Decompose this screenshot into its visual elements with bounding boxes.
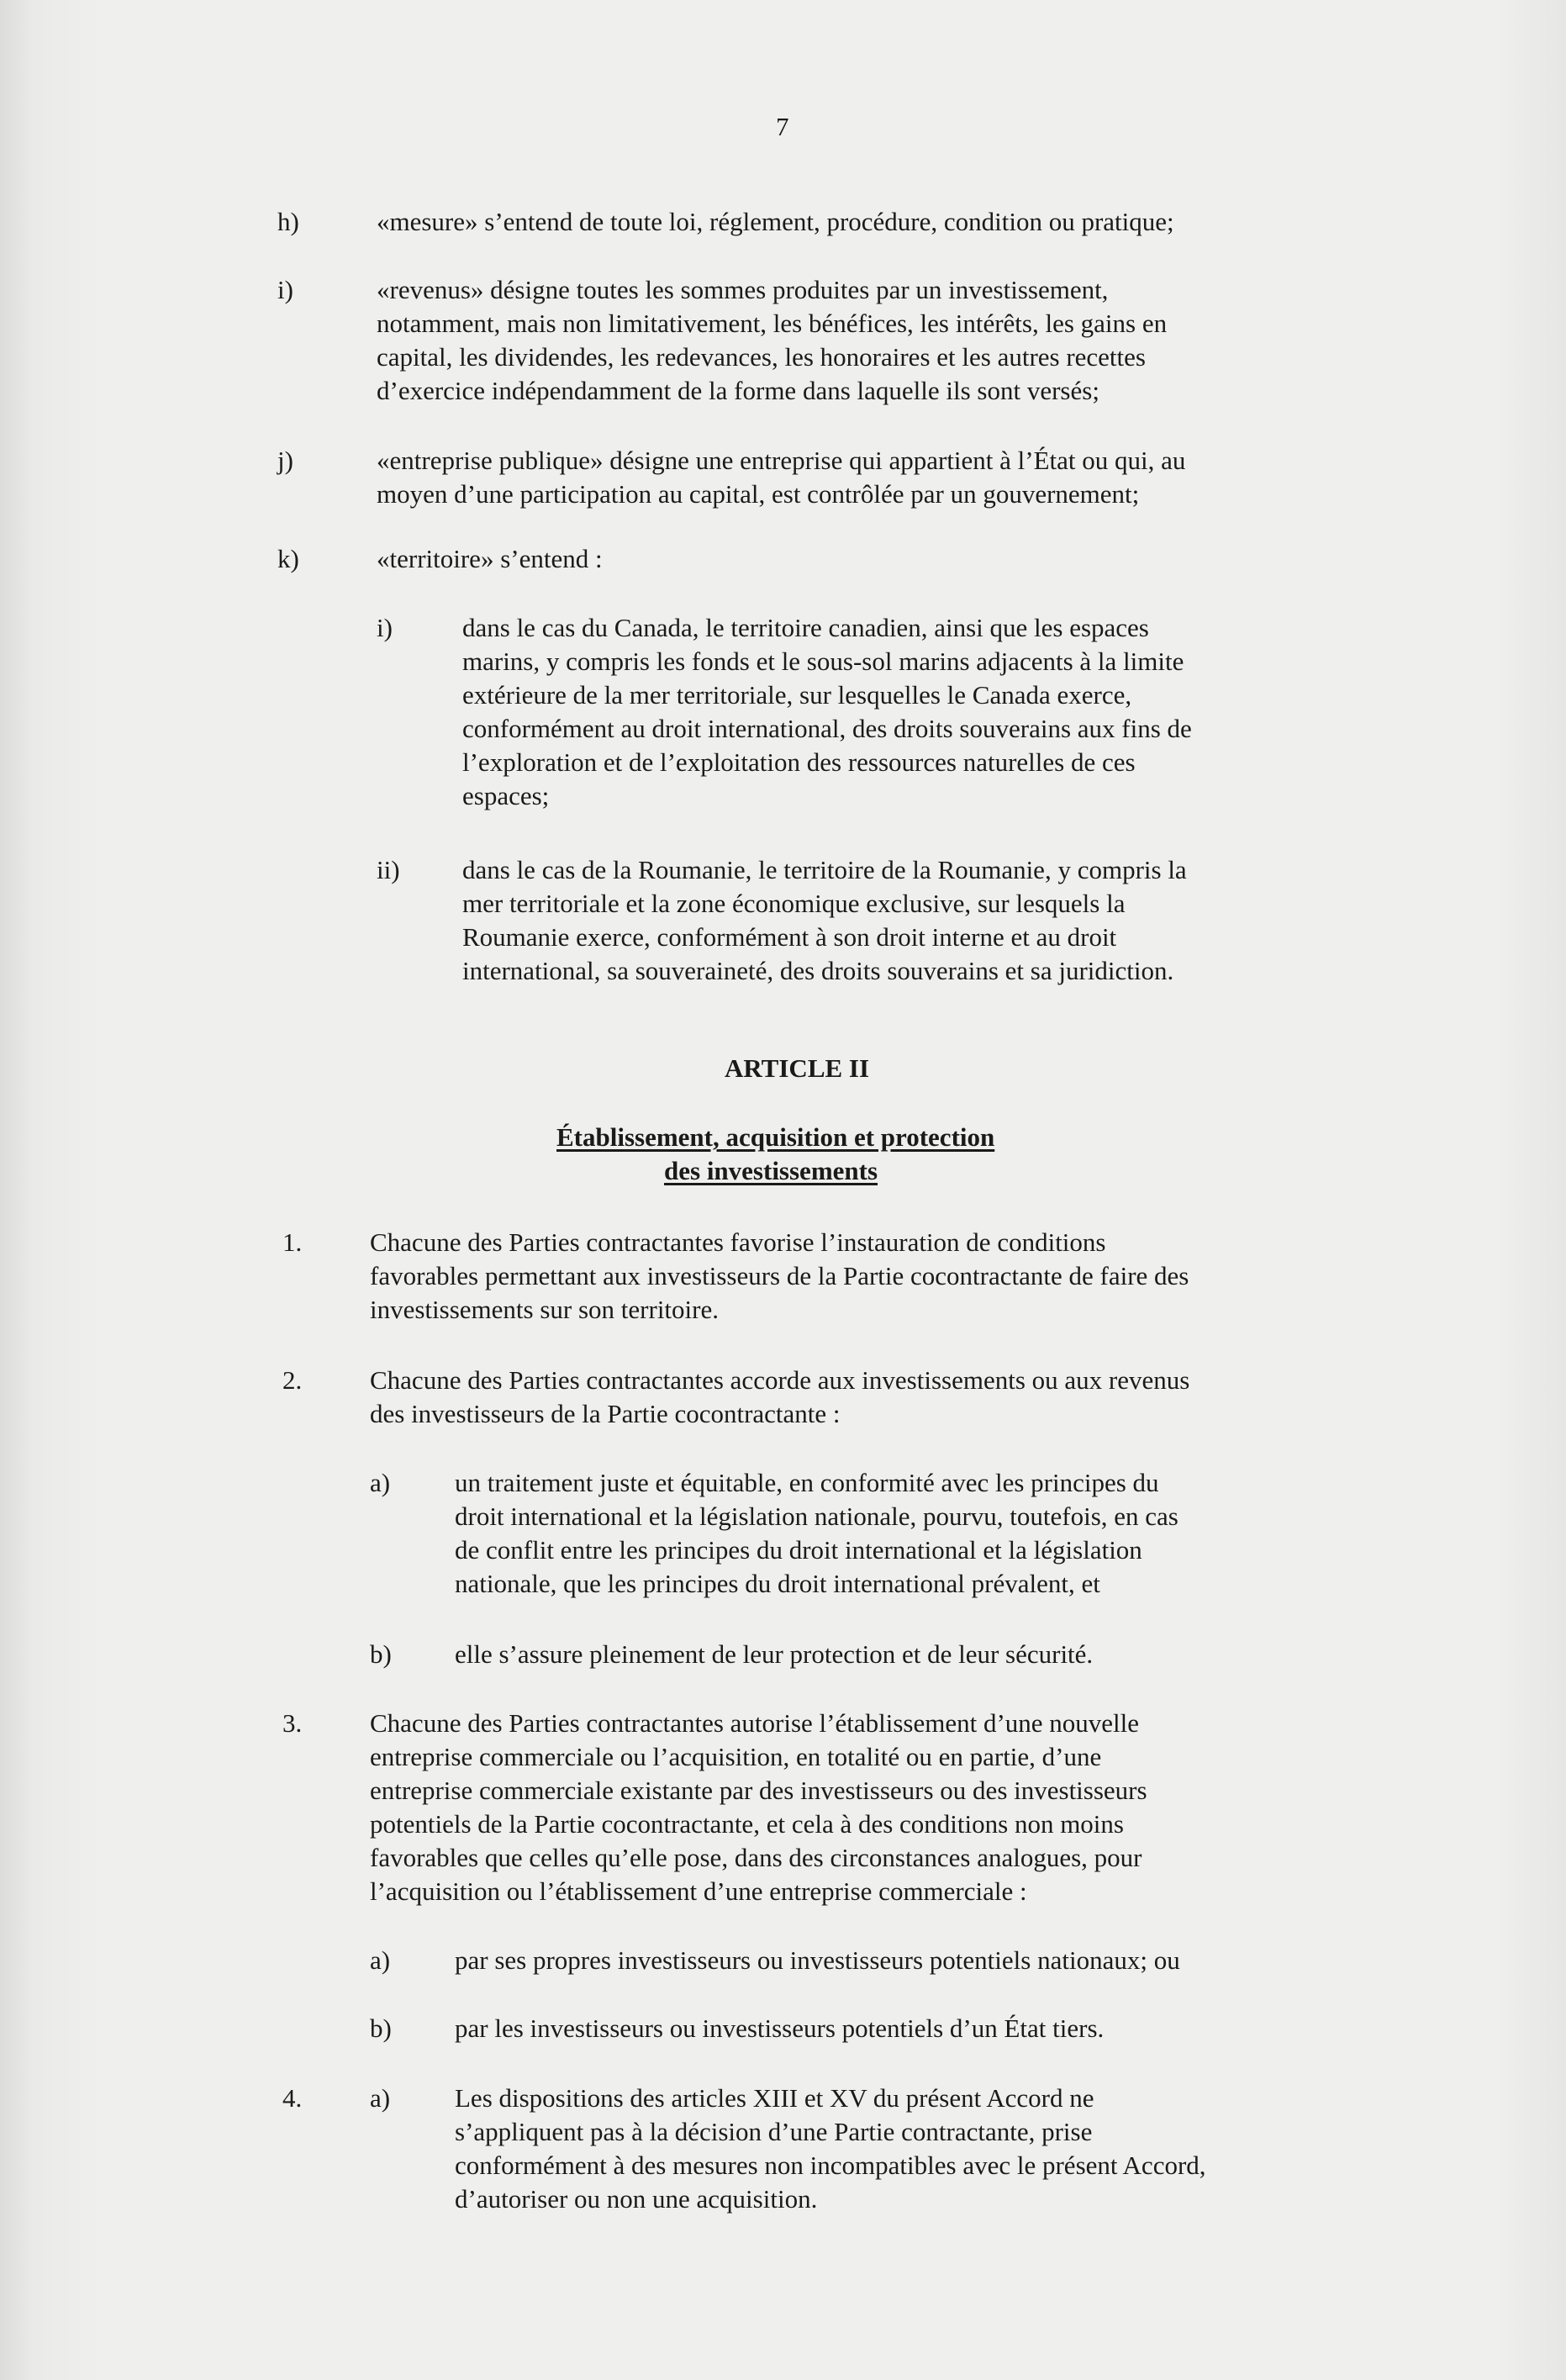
item-i-line-1: «revenus» désigne toutes les sommes produites par un investissement, (377, 275, 1109, 304)
para-4-a-line-3: conformément à des mesures non incompatibles avec le présent Accord, (455, 2150, 1206, 2180)
para-3-line-6: l’acquisition ou l’établissement d’une entreprise commerciale : (370, 1876, 1027, 1906)
para-2-a-line-3: de conflit entre les principes du droit international et la législation (455, 1535, 1142, 1565)
para-2-line-1: Chacune des Parties contractantes accorde aux investissements ou aux revenus (370, 1365, 1190, 1395)
subitem-k-ii-line-4: international, sa souveraineté, des droits souverains et sa juridiction. (462, 956, 1174, 985)
para-4-a-line-1: Les dispositions des articles XIII et XV du présent Accord ne (455, 2083, 1094, 2113)
item-i-line-4: d’exercice indépendamment de la forme dans laquelle ils sont versés; (377, 376, 1099, 405)
para-label-4: 4. (282, 2083, 303, 2113)
para-label-2: 2. (282, 1365, 303, 1395)
subitem-k-ii-line-1: dans le cas de la Roumanie, le territoire de la Roumanie, y compris la (462, 855, 1187, 884)
subitem-k-i-line-3: extérieure de la mer territoriale, sur lesquelles le Canada exerce, (462, 680, 1132, 710)
subitem-k-i-line-1: dans le cas du Canada, le territoire canadien, ainsi que les espaces (462, 613, 1149, 642)
article-subtitle-line-1: Établissement, acquisition et protection (556, 1122, 995, 1152)
para-3-line-2: entreprise commerciale ou l’acquisition, en totalité ou en partie, d’une (370, 1742, 1102, 1771)
para-1-line-1: Chacune des Parties contractantes favorise l’instauration de conditions (370, 1227, 1106, 1257)
para-3-b-line-1: par les investisseurs ou investisseurs potentiels d’un État tiers. (455, 2013, 1105, 2043)
item-i-line-3: capital, les dividendes, les redevances, les honoraires et les autres recettes (377, 342, 1146, 372)
para-3-line-1: Chacune des Parties contractantes autorise l’établissement d’une nouvelle (370, 1708, 1140, 1738)
para-3-label-a: a) (370, 1945, 391, 1975)
para-3-line-4: potentiels de la Partie cocontractante, et cela à des conditions non moins (370, 1809, 1124, 1839)
para-2-a-line-2: droit international et la législation nationale, pourvu, toutefois, en cas (455, 1501, 1178, 1531)
para-label-1: 1. (282, 1227, 303, 1257)
article-title: ARTICLE II (725, 1053, 870, 1083)
item-j-line-2: moyen d’une participation au capital, est contrôlée par un gouvernement; (377, 479, 1140, 509)
item-i-line-2: notamment, mais non limitativement, les bénéfices, les intérêts, les gains en (377, 309, 1168, 338)
para-1-line-2: favorables permettant aux investisseurs de la Partie cocontractante de faire des (370, 1261, 1189, 1290)
para-2-a-line-1: un traitement juste et équitable, en conformité avec les principes du (455, 1468, 1159, 1497)
article-subtitle-line-2: des investissements (664, 1156, 878, 1185)
subitem-k-ii-line-2: mer territoriale et la zone économique exclusive, sur lesquels la (462, 889, 1126, 918)
item-h-line-1: «mesure» s’entend de toute loi, réglement, procédure, condition ou pratique; (377, 207, 1174, 236)
para-3-line-5: favorables que celles qu’elle pose, dans des circonstances analogues, pour (370, 1843, 1142, 1872)
para-4-a-line-4: d’autoriser ou non une acquisition. (455, 2184, 818, 2214)
item-label-j: j) (277, 446, 293, 475)
para-2-a-line-4: nationale, que les principes du droit international prévalent, et (455, 1569, 1100, 1598)
para-label-3: 3. (282, 1708, 303, 1738)
para-4-a-line-2: s’appliquent pas à la décision d’une Partie contractante, prise (455, 2117, 1093, 2146)
para-2-b-line-1: elle s’assure pleinement de leur protection et de leur sécurité. (455, 1639, 1094, 1669)
item-j-line-1: «entreprise publique» désigne une entreprise qui appartient à l’État ou qui, au (377, 446, 1186, 475)
para-1-line-3: investissements sur son territoire. (370, 1295, 719, 1324)
subitem-label-k-i: i) (377, 613, 393, 642)
item-label-h: h) (277, 207, 299, 236)
item-label-k: k) (277, 544, 299, 573)
para-3-a-line-1: par ses propres investisseurs ou investisseurs potentiels nationaux; ou (455, 1945, 1180, 1975)
subitem-k-ii-line-3: Roumanie exerce, conformément à son droit interne et au droit (462, 922, 1117, 952)
item-label-i: i) (277, 275, 293, 304)
subitem-label-k-ii: ii) (377, 855, 400, 884)
subitem-k-i-line-4: conformément au droit international, des droits souverains aux fins de (462, 714, 1192, 743)
subitem-k-i-line-2: marins, y compris les fonds et le sous-sol marins adjacents à la limite (462, 646, 1184, 676)
para-3-label-b: b) (370, 2013, 392, 2043)
page-number: 7 (776, 112, 789, 141)
para-2-label-a: a) (370, 1468, 391, 1497)
subitem-k-i-line-6: espaces; (462, 781, 550, 810)
para-2-line-2: des investisseurs de la Partie cocontractante : (370, 1399, 841, 1428)
para-3-line-3: entreprise commerciale existante par des investisseurs ou des investisseurs (370, 1776, 1147, 1805)
para-4-label-a: a) (370, 2083, 391, 2113)
item-k-line-1: «territoire» s’entend : (377, 544, 603, 573)
subitem-k-i-line-5: l’exploration et de l’exploitation des ressources naturelles de ces (462, 747, 1136, 777)
para-2-label-b: b) (370, 1639, 392, 1669)
